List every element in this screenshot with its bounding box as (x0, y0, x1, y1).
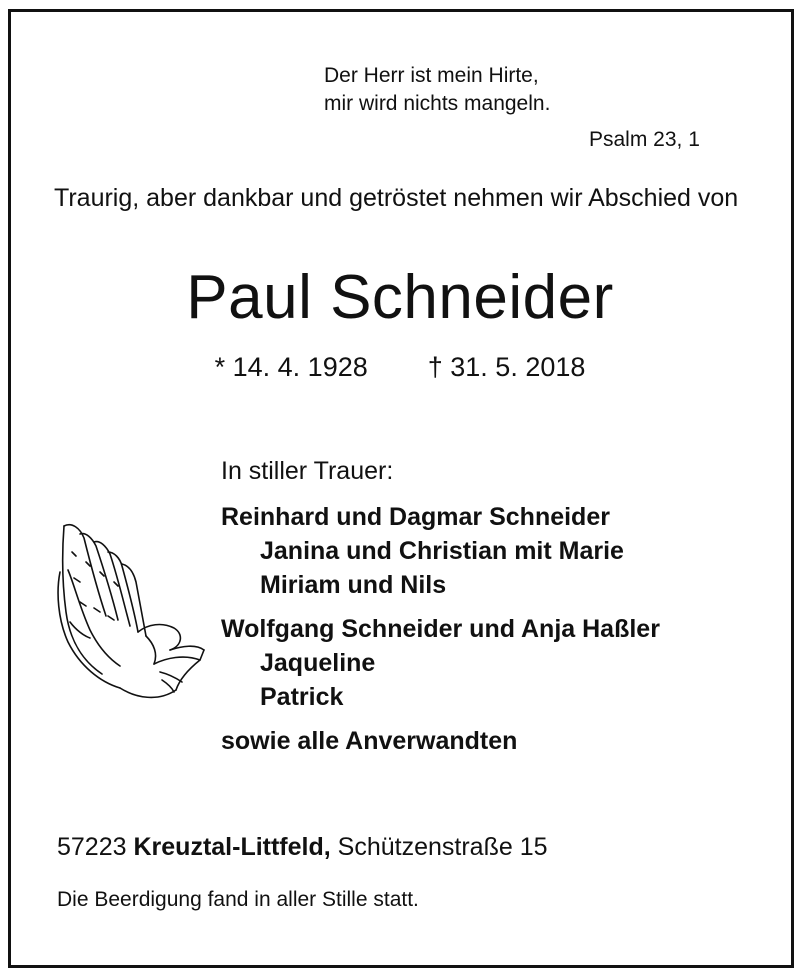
deceased-name: Paul Schneider (186, 263, 614, 332)
mourning-heading: In stiller Trauer: (221, 457, 394, 485)
life-dates (0, 350, 800, 384)
verse-reference: Psalm 23, 1 (589, 128, 700, 151)
address-street: Schützenstraße 15 (337, 833, 548, 861)
mourner-line: Miriam und Nils (260, 571, 447, 599)
birth-date: * 14. 4. 1928 (214, 352, 368, 382)
praying-hands-icon (50, 512, 206, 706)
mourner-line: Wolfgang Schneider und Anja Haßler (221, 615, 660, 643)
funeral-note: Die Beerdigung fand in aller Stille statt. (57, 888, 419, 911)
death-date: † 31. 5. 2018 (427, 352, 586, 382)
address-zip: 57223 (57, 833, 127, 861)
address-city: Kreuztal-Littfeld, (133, 833, 331, 861)
intro-text: Traurig, aber dankbar und getröstet nehmen wir Abschied von (54, 184, 739, 212)
verse-line-2: mir wird nichts mangeln. (324, 92, 551, 115)
mourner-line: Janina und Christian mit Marie (260, 537, 624, 565)
verse-line-1: Der Herr ist mein Hirte, (324, 64, 539, 87)
address-line (57, 830, 548, 864)
mourner-line: Jaqueline (260, 649, 376, 677)
mourner-line: Reinhard und Dagmar Schneider (221, 503, 610, 531)
mourner-line-relatives: sowie alle Anverwandten (221, 727, 518, 755)
mourner-line: Patrick (260, 683, 344, 711)
